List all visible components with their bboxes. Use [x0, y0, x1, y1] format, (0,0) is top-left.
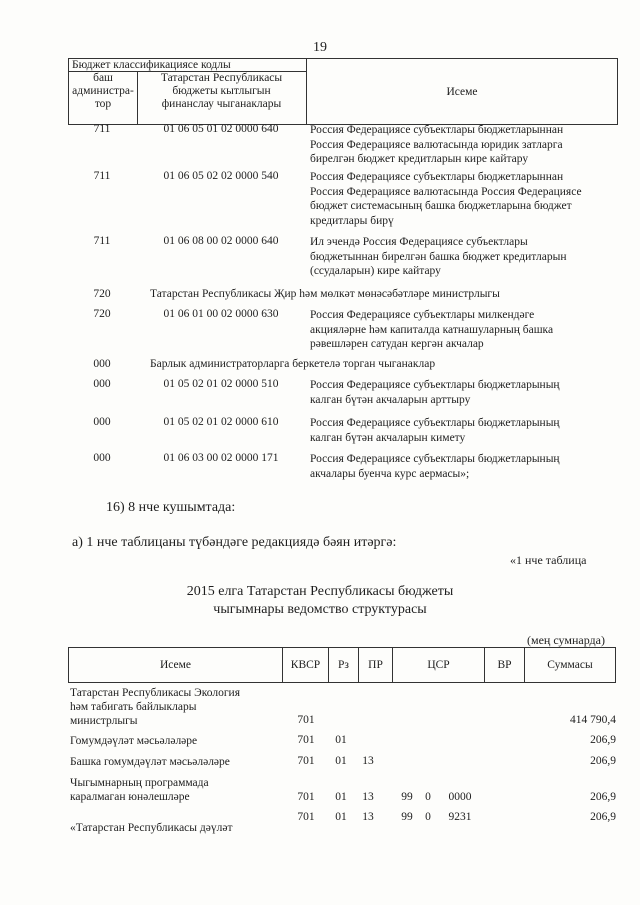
row-name: Россия Федерациясе субъектлары бюджетларыннан Россия Федерациясе валютасында Россия Федерациясе бюджет системасының башка бюджетларына бюджет кредитлары бирү — [310, 171, 582, 227]
item-16: 16) 8 нче кушымтада: — [106, 500, 236, 515]
header-pr: ПР — [359, 648, 393, 682]
rz: 01 — [335, 811, 347, 823]
admin-code: 720 — [93, 308, 111, 320]
source-code: 01 06 05 02 02 0000 540 — [163, 170, 279, 182]
table-row — [0, 686, 640, 730]
table-row — [0, 734, 640, 752]
rz: 01 — [335, 791, 347, 803]
kvsr: 701 — [297, 714, 315, 726]
col-admin-header: баш администра- тор — [69, 72, 138, 124]
group-heading: Татарстан Республикасы Җир һәм мөлкәт мөнәсәбәтләре министрлыгы — [150, 288, 500, 300]
csr-part-3: 0000 — [448, 791, 472, 803]
title-line-1: 2015 елга Татарстан Республикасы бюджеты — [186, 584, 454, 599]
admin-code: 720 — [93, 288, 111, 300]
row-name: Россия Федерациясе субъектлары бюджетларының калган бүтән акчаларын кимету — [310, 417, 560, 444]
sum: 206,9 — [590, 791, 616, 803]
group-heading: Барлык администраторларга беркетелә торган чыганаклар — [150, 358, 436, 370]
sum: 206,9 — [590, 755, 616, 767]
row-name: Чыгымнарның программада каралмаган юнәлешләре — [70, 777, 209, 803]
table-row — [0, 755, 640, 773]
col-name-header: Исеме — [446, 85, 478, 98]
units-note: (мең сумнарда) — [527, 633, 605, 647]
col-source-header: Татарстан Республикасы бюджеты кытлыгын финанслау чыганаклары — [137, 72, 307, 124]
header-csr: ЦСР — [393, 648, 485, 682]
header-rz: Рз — [329, 648, 359, 682]
csr-part-2: 0 — [425, 811, 431, 823]
table-row — [0, 776, 640, 808]
admin-code: 000 — [93, 452, 111, 464]
table-reference: «1 нче таблица — [510, 553, 587, 567]
title-line-2: чыгымнары ведомство структурасы — [213, 602, 427, 617]
source-code: 01 06 05 01 02 0000 640 — [163, 123, 279, 135]
row-name: «Татарстан Республикасы дәүләт — [70, 822, 233, 834]
row-name: Ил эчендә Россия Федерациясе субъектлары бюджетыннан бирелгән башка бюджет кредитларын (ссудаларын) кире кайтару — [310, 236, 567, 277]
header-sum: Суммасы — [547, 659, 593, 671]
source-code: 01 05 02 01 02 0000 510 — [163, 378, 279, 390]
row-name: Татарстан Республикасы Экология һәм табигать байлыклары министрлыгы — [70, 687, 240, 727]
kvsr: 701 — [297, 791, 315, 803]
admin-code: 000 — [93, 378, 111, 390]
header-vr: ВР — [485, 648, 525, 682]
source-code: 01 05 02 01 02 0000 610 — [163, 416, 279, 428]
pr: 13 — [362, 791, 374, 803]
admin-code: 711 — [93, 170, 111, 182]
rz: 01 — [335, 755, 347, 767]
header-kvsr: КВСР — [283, 648, 329, 682]
table-row — [0, 811, 640, 843]
row-name: Россия Федерациясе субъектлары бюджетларыннан Россия Федерациясе валютасында юридик затларга бирелгән бюджет кредитларын кире кайтару — [310, 124, 564, 165]
csr-part-2: 0 — [425, 791, 431, 803]
item-a: а) 1 нче таблицаны түбәндәге редакциядә бәян итәргә: — [72, 535, 397, 550]
sum: 414 790,4 — [570, 714, 616, 726]
sum: 206,9 — [590, 734, 616, 746]
csr-part-1: 99 — [401, 811, 413, 823]
classification-header: Бюджет классификациясе кодлы — [69, 59, 307, 72]
bottom-table-header — [68, 647, 616, 683]
kvsr: 701 — [297, 734, 315, 746]
rz: 01 — [335, 734, 347, 746]
source-code: 01 06 03 00 02 0000 171 — [163, 452, 279, 464]
pr: 13 — [362, 811, 374, 823]
row-name: Россия Федерациясе субъектлары бюджетларының акчалары буенча курс аермасы»; — [310, 453, 560, 480]
source-code: 01 06 08 00 02 0000 640 — [163, 235, 279, 247]
admin-code: 711 — [93, 235, 111, 247]
csr-part-3: 9231 — [448, 811, 472, 823]
row-name: Россия Федерациясе субъектлары бюджетларының калган бүтән акчаларын арттыру — [310, 379, 560, 406]
admin-code: 000 — [93, 358, 111, 370]
sum: 206,9 — [590, 811, 616, 823]
admin-code: 711 — [93, 123, 111, 135]
row-name: Башка гомумдәүләт мәсьәләләре — [70, 756, 230, 768]
pr: 13 — [362, 755, 374, 767]
top-table-header — [68, 58, 618, 125]
source-code: 01 06 01 00 02 0000 630 — [163, 308, 279, 320]
kvsr: 701 — [297, 755, 315, 767]
csr-part-1: 99 — [401, 791, 413, 803]
header-name: Исеме — [69, 648, 283, 682]
admin-code: 000 — [93, 416, 111, 428]
kvsr: 701 — [297, 811, 315, 823]
row-name: Россия Федерациясе субъектлары милкендәге акцияләрне һәм капиталда катнашуларның башка рәвешләрен сатудан кергән акчалар — [310, 309, 554, 350]
row-name: Гомумдәүләт мәсьәләләре — [70, 735, 198, 747]
page-number: 19 — [313, 40, 327, 55]
